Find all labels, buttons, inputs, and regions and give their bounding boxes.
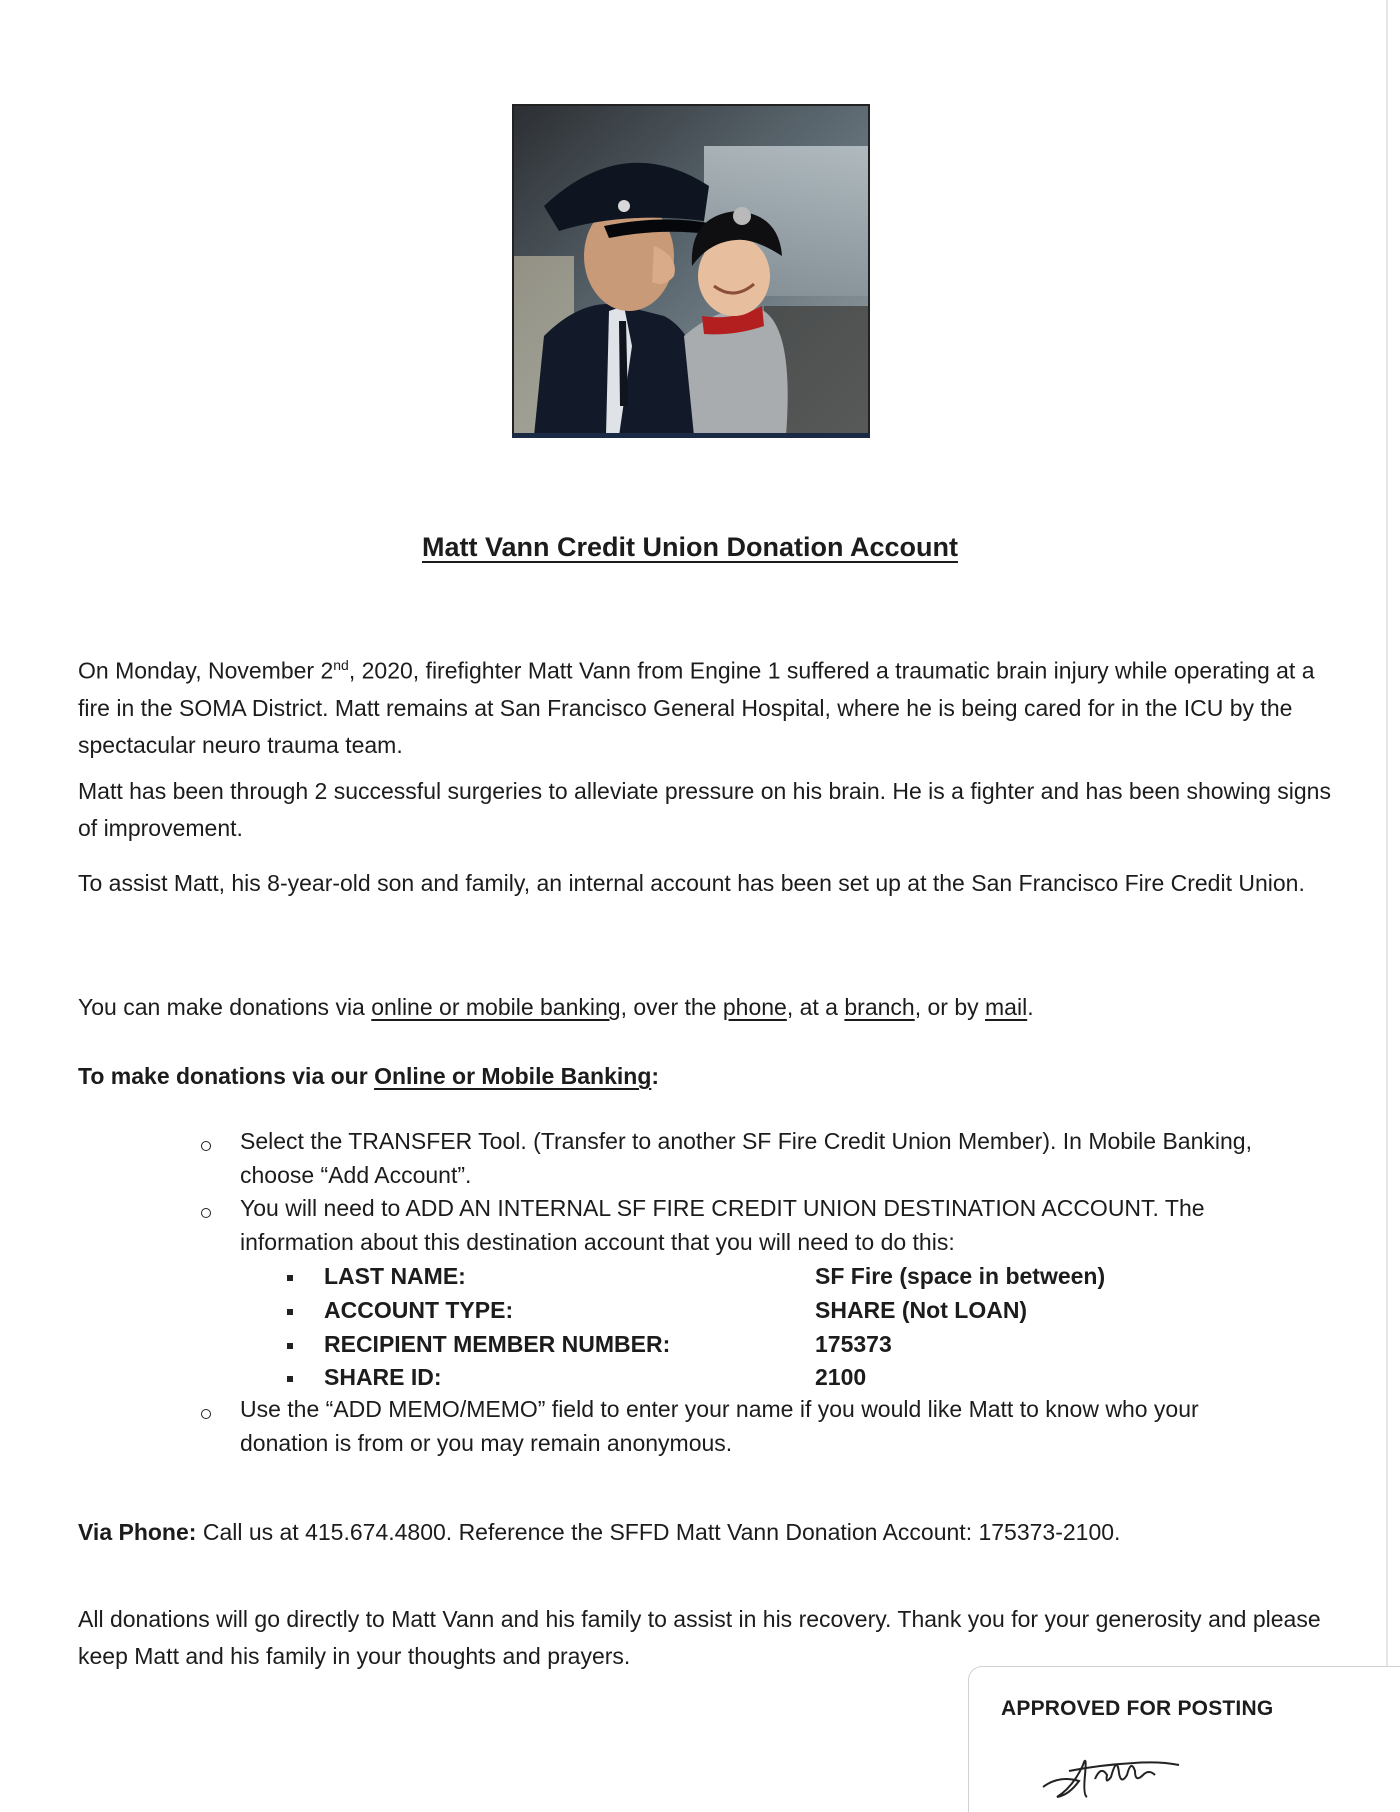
online-heading-link[interactable]: Online or Mobile Banking [374,1063,652,1089]
approval-stamp [968,1666,1400,1812]
phone-label: Via Phone: [78,1519,197,1545]
mail-link[interactable]: mail [985,994,1028,1020]
paragraph-surgeries: Matt has been through 2 successful surgeries to alleviate pressure on his brain. He is a fighter and has been showing signs of improvement. [78,778,1331,841]
square-bullet-icon [287,1343,293,1349]
phone-link[interactable]: phone [722,994,787,1020]
circle-bullet-icon [201,1141,211,1151]
field-label-account-type: ACCOUNT TYPE: [324,1297,514,1323]
field-value-last-name: SF Fire (space in between) [815,1263,1106,1289]
page-title: Matt Vann Credit Union Donation Account [422,532,958,562]
signature-icon [1039,1735,1189,1805]
circle-bullet-icon [201,1208,211,1218]
field-label-member-number: RECIPIENT MEMBER NUMBER: [324,1331,671,1357]
field-value-share-id: 2100 [815,1364,867,1390]
methods-sep-2: , at a [786,994,845,1020]
field-label-last-name: LAST NAME: [324,1263,466,1289]
square-bullet-icon [287,1275,293,1281]
paragraph-incident [78,647,1338,764]
date-superscript: nd [333,657,349,673]
phone-text: Call us at 415.674.4800. Reference the SFFD Matt Vann Donation Account: 175373-2100. [196,1519,1121,1545]
step-item: Use the “ADD MEMO/MEMO” field to enter your name if you would like Matt to know who your donation is from or you may remain anonymous. [240,1396,1199,1456]
closing-paragraph: All donations will go directly to Matt Vann and his family to assist in his recovery. Thank you for your generosity and please keep Matt and his family in your thoughts and prayers. [78,1606,1321,1669]
donation-methods [78,989,1338,1026]
circle-bullet-icon [201,1409,211,1419]
square-bullet-icon [287,1309,293,1315]
online-banking-link[interactable]: online or mobile banking [371,994,621,1020]
paragraph-incident-start: On Monday, November 2 [78,657,334,684]
donation-methods-intro: You can make donations via [78,994,372,1020]
phone-section [78,1514,1338,1551]
page-edge [1386,0,1388,1812]
methods-sep-1: , over the [620,994,723,1020]
methods-end: . [1027,994,1034,1020]
methods-sep-3: , or by [914,994,986,1020]
online-heading-prefix: To make donations via our [78,1063,375,1089]
field-value-member-number: 175373 [815,1331,892,1357]
field-label-share-id: SHARE ID: [324,1364,442,1390]
photo-bottom-bar [512,433,870,438]
paragraph-account-setup: To assist Matt, his 8-year-old son and family, an internal account has been set up at the San Francisco Fire Credit Union. [78,870,1305,896]
paragraph-incident-rest: , 2020, firefighter Matt Vann from Engine 1 suffered a traumatic brain injury while operating at a fire in the SOMA District. Matt remains at San Francisco General Hospital, where he is being cared for in the ICU by the spectacular neuro trauma team. [78,657,1315,758]
branch-link[interactable]: branch [844,994,915,1020]
step-item: Select the TRANSFER Tool. (Transfer to another SF Fire Credit Union Member). In Mobile Banking, choose “Add Account”. [240,1128,1252,1188]
photo-firefighter-with-son [512,104,870,438]
online-banking-heading [78,1058,1338,1095]
step-item: You will need to ADD AN INTERNAL SF FIRE CREDIT UNION DESTINATION ACCOUNT. The information about this destination account that you will need to do this: [240,1195,1205,1255]
field-value-account-type: SHARE (Not LOAN) [815,1297,1028,1323]
online-heading-suffix: : [651,1063,660,1089]
stamp-label: APPROVED FOR POSTING [1001,1697,1274,1720]
square-bullet-icon [287,1376,293,1382]
photo-illustration [514,106,868,436]
